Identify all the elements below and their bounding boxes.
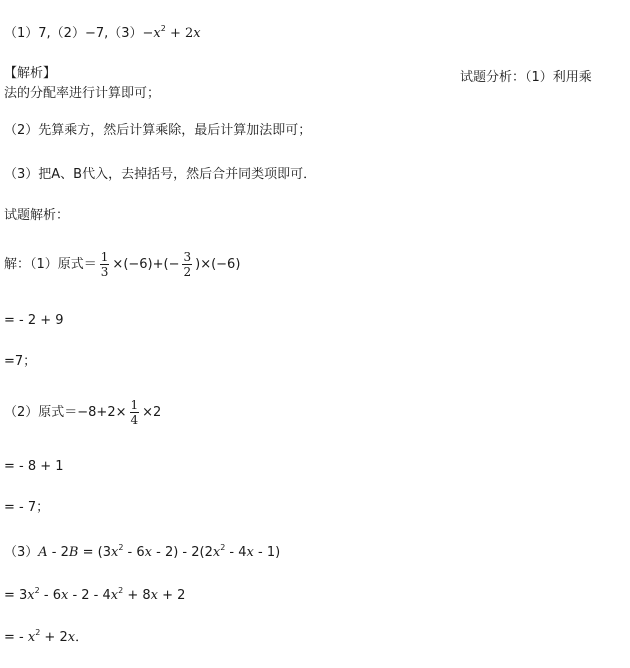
expr-part: + 2 xyxy=(40,630,68,645)
fraction-numerator: 1 xyxy=(100,250,109,264)
var-B: B xyxy=(68,545,79,560)
solution-1-line-1 xyxy=(4,248,240,282)
fraction-numerator: 1 xyxy=(130,398,139,412)
solution-1-line-3: =7； xyxy=(4,354,37,369)
solution-2-line-1 xyxy=(4,396,161,430)
fraction-denominator: 4 xyxy=(130,413,139,427)
var-x: x xyxy=(27,630,36,645)
solution-2-line-2: = - 8 + 1 xyxy=(4,459,64,474)
var-x: x xyxy=(60,588,69,603)
answer-plus-two: + 2 xyxy=(165,26,194,41)
answer-minus: − xyxy=(142,26,154,41)
var-A: A xyxy=(38,545,48,560)
solution-1-end: )×(−6) xyxy=(195,257,241,272)
var-x: x xyxy=(246,545,254,560)
var-x: x xyxy=(27,588,35,603)
answer-exponent: 2 xyxy=(160,24,166,33)
var-x: x xyxy=(67,630,76,645)
analysis-right-text: 试题分析：（1）利用乘 xyxy=(460,70,592,85)
expr-part: - 1) xyxy=(253,545,281,560)
fraction-one-quarter xyxy=(130,398,140,427)
analysis-line-3: （3）把A、B代入，去掉括号，然后合并同类项即可． xyxy=(4,167,317,182)
solution-3-line-1 xyxy=(4,545,280,561)
var-x: x xyxy=(212,545,221,560)
expr-part: - 6 xyxy=(123,545,145,560)
solution-1-prefix: 解：（1）原式＝ xyxy=(4,257,97,272)
solution-title: 试题解析： xyxy=(4,208,70,223)
var-x: x xyxy=(144,545,152,560)
solution-3-line-2 xyxy=(4,588,185,604)
analysis-line-2: （2）先算乘方，然后计算乘除，最后计算加法即可； xyxy=(4,123,312,138)
exponent: 2 xyxy=(35,628,41,637)
expr-part: - 2 xyxy=(47,545,69,560)
fraction-one-third xyxy=(100,250,110,279)
var-x: x xyxy=(110,588,119,603)
exponent: 2 xyxy=(34,586,40,595)
solution-3-label: （3） xyxy=(4,545,39,560)
expr-part: + 8 xyxy=(123,588,151,603)
solution-1-line-2: = - 2 + 9 xyxy=(4,313,64,328)
expr-part: - 2 - 4 xyxy=(68,588,111,603)
expr-part: - 4 xyxy=(225,545,247,560)
expr-part: ． xyxy=(75,630,89,645)
var-x: x xyxy=(110,545,119,560)
expr-part: + 2 xyxy=(157,588,186,603)
solution-2-prefix: （2）原式＝−8+2× xyxy=(4,405,127,420)
exponent: 2 xyxy=(118,586,124,595)
solution-2-line-3: = - 7； xyxy=(4,500,50,515)
var-x: x xyxy=(150,588,158,603)
answer-parts: （1）7,（2）−7,（3） xyxy=(4,26,143,41)
fraction-denominator: 3 xyxy=(100,265,109,279)
answer-line xyxy=(4,26,201,42)
solution-1-middle: ×(−6)+(− xyxy=(112,257,180,272)
analysis-line-1: 法的分配率进行计算即可； xyxy=(4,86,161,101)
fraction-three-halves xyxy=(182,250,192,279)
expr-part: = 3 xyxy=(4,588,28,603)
expr-part: = - xyxy=(4,630,28,645)
exponent: 2 xyxy=(118,543,124,552)
expr-part: - 2) - 2(2 xyxy=(151,545,213,560)
analysis-tag: 【解析】 xyxy=(4,66,57,81)
expr-part: - 6 xyxy=(39,588,61,603)
exponent: 2 xyxy=(220,543,226,552)
solution-2-end: ×2 xyxy=(142,405,162,420)
answer-var-x: x xyxy=(153,26,161,41)
expr-part: = (3 xyxy=(78,545,111,560)
fraction-numerator: 3 xyxy=(183,250,192,264)
answer-var-x2: x xyxy=(193,26,201,41)
solution-3-line-3 xyxy=(4,630,88,646)
fraction-denominator: 2 xyxy=(183,265,192,279)
